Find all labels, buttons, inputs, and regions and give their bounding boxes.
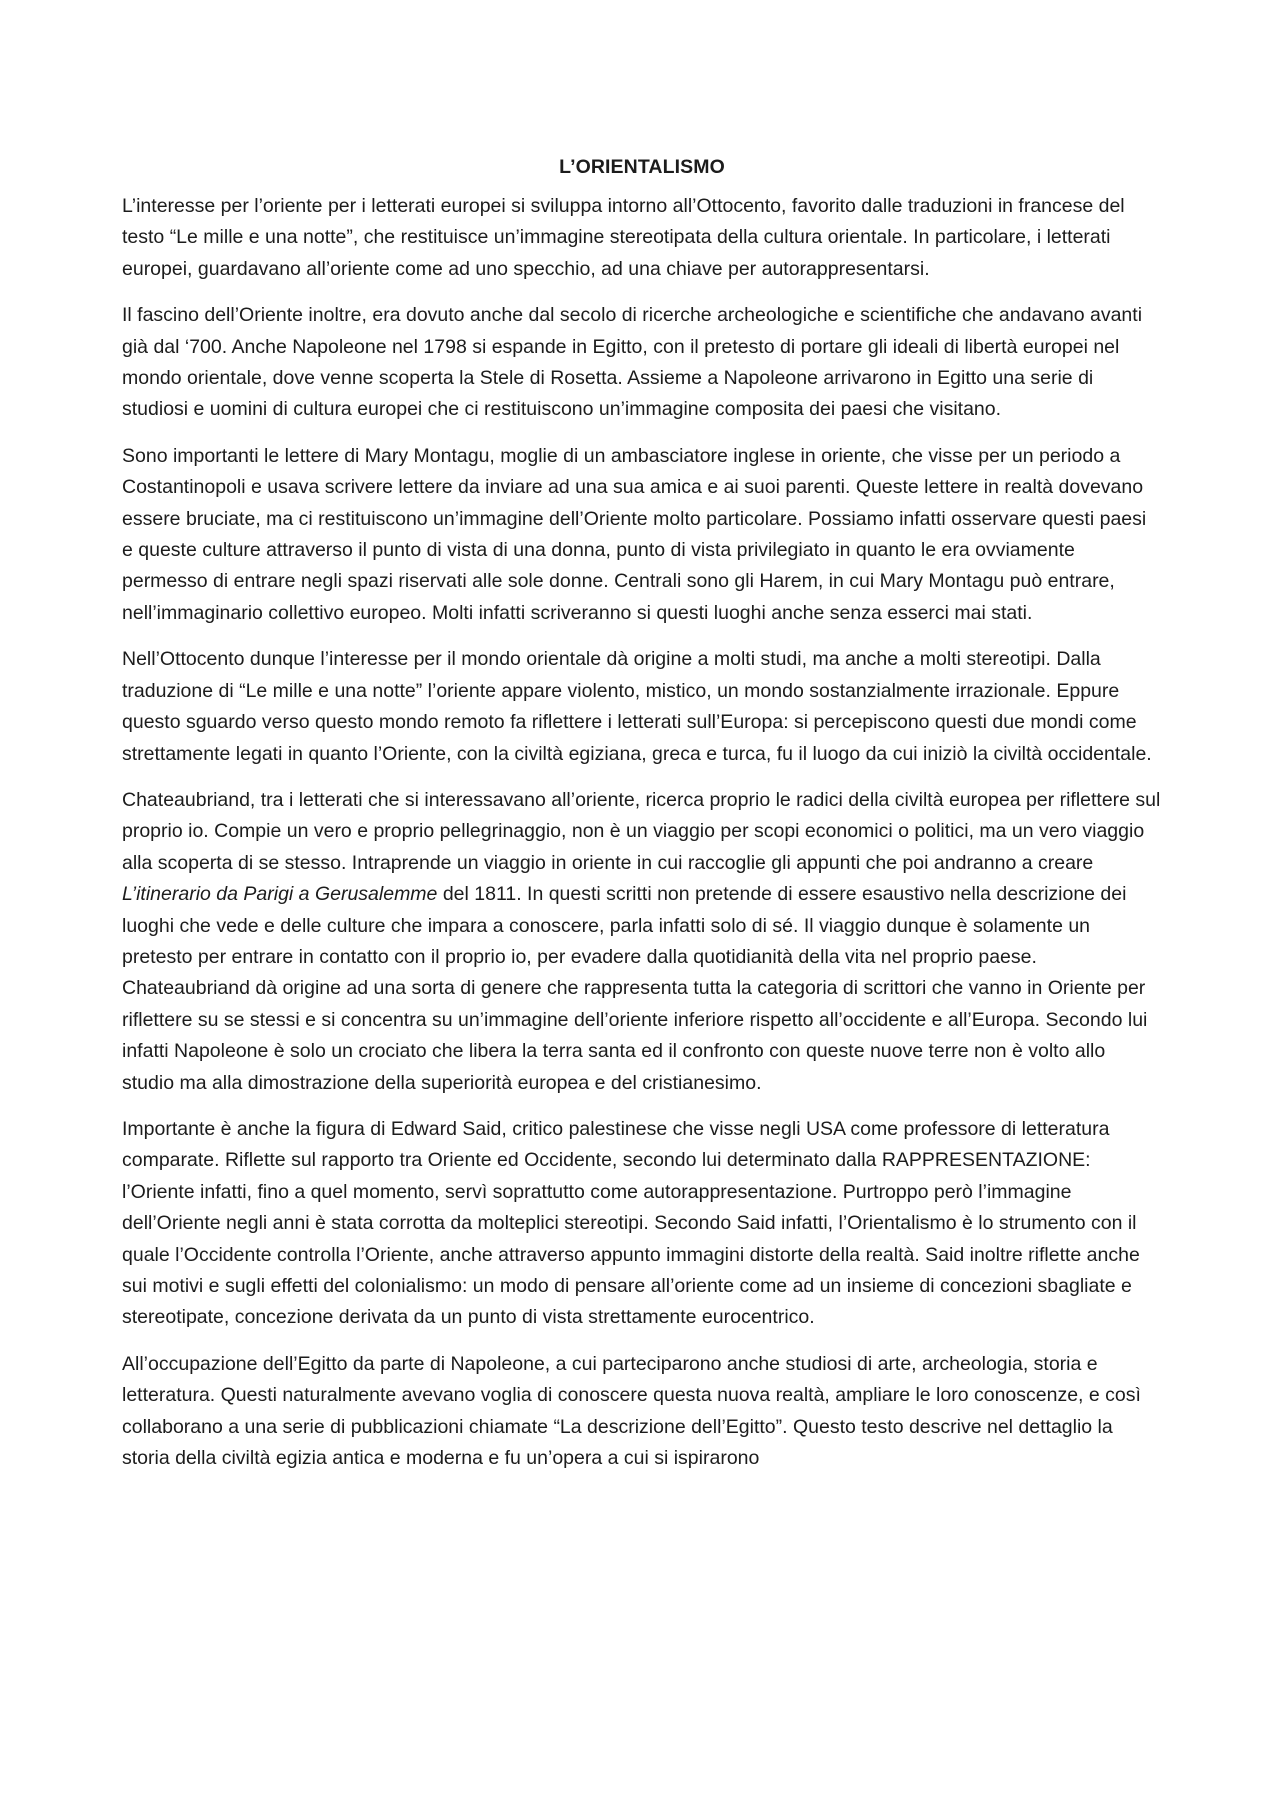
paragraph-intro: L’interesse per l’oriente per i letterati europei si sviluppa intorno all’Ottocento, favorito dalle traduzioni in francese del testo “Le mille e una notte”, che restituisce un’immagine stereotipata della cultura orientale. In particolare, i letterati europei, guardavano all’oriente come ad uno specchio, ad una chiave per autorappresentarsi. (122, 195, 1125, 280)
document-title: L’ORIENTALISMO (559, 156, 725, 178)
paragraph-chateaubriand (122, 785, 1162, 1099)
paragraph-egitto: All’occupazione dell’Egitto da parte di Napoleone, a cui parteciparono anche studiosi di arte, archeologia, storia e letteratura. Questi naturalmente avevano voglia di conoscere questa nuova realtà, ampliare le loro conoscenze, e così collaborano a una serie di pubblicazioni chiamate “La descrizione dell’Egitto”. Questo testo descrive nel dettaglio la storia della civiltà egizia antica e moderna e fu un’opera a cui si ispirarono (122, 1352, 1141, 1470)
paragraph-montagu: Sono importanti le lettere di Mary Montagu, moglie di un ambasciatore inglese in oriente, che visse per un periodo a Costantinopoli e usava scrivere lettere da inviare ad una sua amica e ai suoi parenti. Queste lettere in realtà dovevano essere bruciate, ma ci restituiscono un’immagine dell’Oriente molto particolare. Possiamo infatti osservare questi paesi e queste culture attraverso il punto di vista di una donna, punto di vista privilegiato in quanto le era ovviamente permesso di entrare negli spazi riservati alle sole donne. Centrali sono gli Harem, in cui Mary Montagu può entrare, nell’immaginario collettivo europeo. Molti infatti scriveranno si questi luoghi anche senza esserci mai stati. (122, 444, 1147, 624)
paragraph-chateaubriand-text-before: Chateaubriand, tra i letterati che si interessavano all’oriente, ricerca proprio le radici della civiltà europea per riflettere sul proprio io. Compie un vero e proprio pellegrinaggio, non è un viaggio per scopi economici o politici, ma un vero viaggio alla scoperta di se stesso. Intraprende un viaggio in oriente in cui raccoglie gli appunti che poi andranno a creare (122, 788, 1161, 874)
book-title-itinerario: L’itinerario da Parigi a Gerusalemme (122, 883, 438, 906)
paragraph-ottocento: Nell’Ottocento dunque l’interesse per il mondo orientale dà origine a molti studi, ma anche a molti stereotipi. Dalla traduzione di “Le mille e una notte” l’oriente appare violento, mistico, un mondo sostanzialmente irrazionale. Eppure questo sguardo verso questo mondo remoto fa riflettere i letterati sull’Europa: si percepiscono questi due mondi come strettamente legati in quanto l’Oriente, con la civiltà egiziana, greca e turca, fu il luogo da cui iniziò la civiltà occidentale. (122, 648, 1152, 765)
document-body (122, 152, 1162, 1489)
paragraph-chateaubriand-text-after: del 1811. In questi scritti non pretende di essere esaustivo nella descrizione dei luoghi che vede e delle culture che impara a conoscere, parla infatti solo di sé. Il viaggio dunque è solamente un pretesto per entrare in contatto con il proprio io, per evadere dalla quotidianità della vita nel proprio paese. Chateaubriand dà origine ad una sorta di genere che rappresenta tutta la categoria di scrittori che vanno in Oriente per riflettere su se stessi e si concentra su un’immagine dell’oriente inferiore rispetto all’occidente e all’Europa. Secondo lui infatti Napoleone è solo un crociato che libera la terra santa ed il confronto con queste nuove terre non è volto allo studio ma alla dimostrazione della superiorità europea e del cristianesimo. (122, 883, 1148, 1094)
paragraph-said: Importante è anche la figura di Edward Said, critico palestinese che visse negli USA come professore di letteratura comparate. Riflette sul rapporto tra Oriente ed Occidente, secondo lui determinato dalla RAPPRESENTAZIONE: l’Oriente infatti, fino a quel momento, servì soprattutto come autorappresentazione. Purtroppo però l’immagine dell’Oriente negli anni è stata corrotta da molteplici stereotipi. Secondo Said infatti, l’Orientalismo è lo strumento con il quale l’Occidente controlla l’Oriente, anche attraverso appunto immagini distorte della realtà. Said inoltre riflette anche sui motivi e sugli effetti del colonialismo: un modo di pensare all’oriente come ad un insieme di concezioni sbagliate e stereotipate, concezione derivata da un punto di vista strettamente eurocentrico. (122, 1117, 1140, 1329)
paragraph-fascino: Il fascino dell’Oriente inoltre, era dovuto anche dal secolo di ricerche archeologiche e scientifiche che andavano avanti già dal ‘700. Anche Napoleone nel 1798 si espande in Egitto, con il pretesto di portare gli ideali di libertà europei nel mondo orientale, dove venne scoperta la Stele di Rosetta. Assieme a Napoleone arrivarono in Egitto una serie di studiosi e uomini di cultura europei che ci restituiscono un’immagine composita dei paesi che visitano. (122, 304, 1143, 421)
